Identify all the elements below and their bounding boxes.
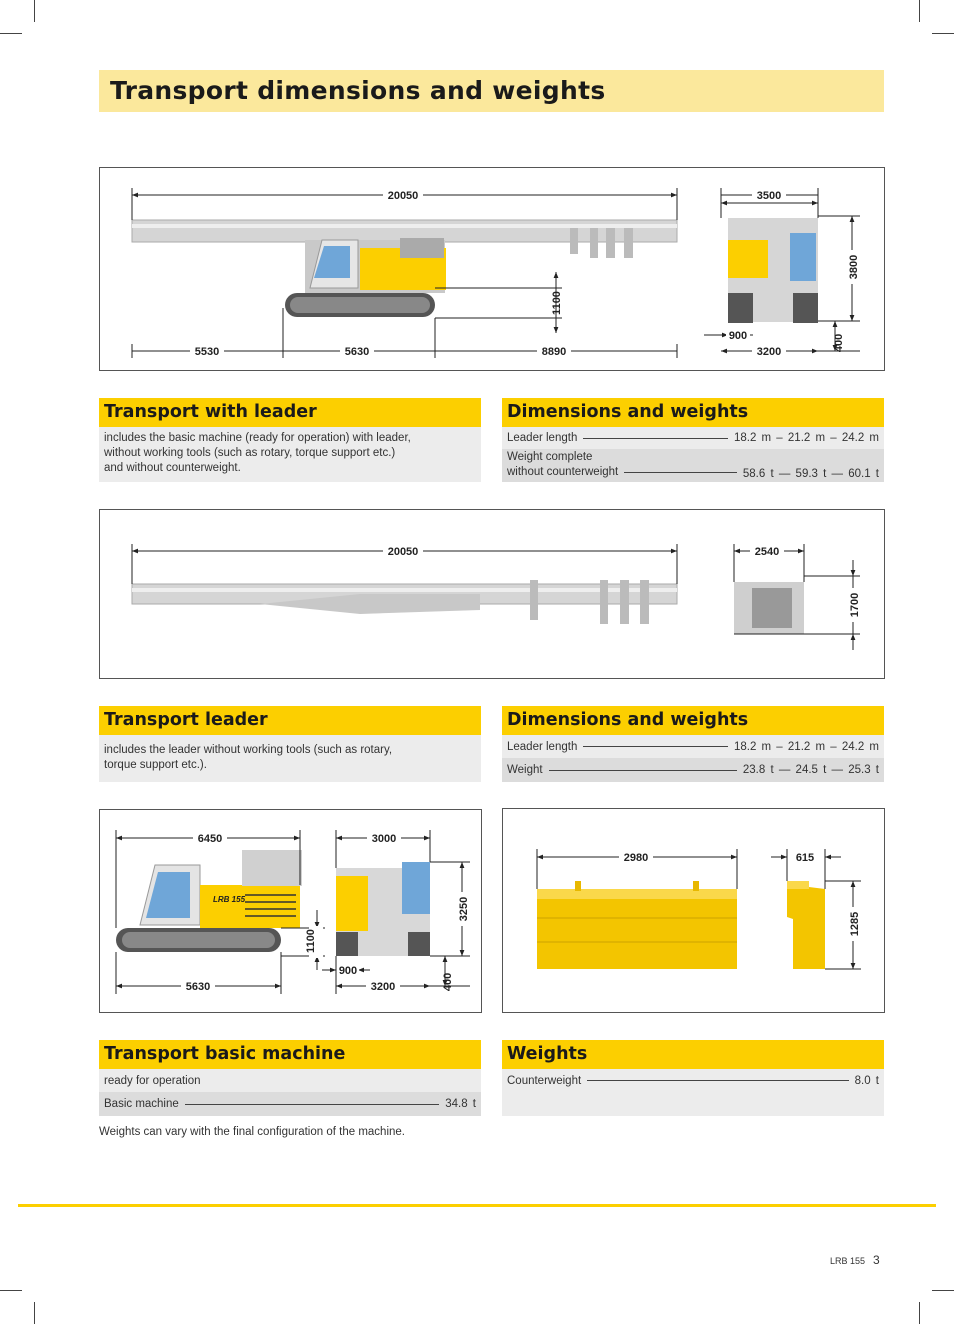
section-header-weights bbox=[502, 1040, 884, 1069]
page-number: 3 bbox=[873, 1253, 880, 1267]
section-title: Transport leader bbox=[104, 710, 268, 730]
row-value: 58.6 t — 59.3 t — 60.1 t bbox=[742, 468, 879, 480]
row-value: 18.2 m – 21.2 m – 24.2 m bbox=[733, 432, 879, 444]
section-header-dimensions-weights-1 bbox=[502, 398, 884, 427]
section-description: includes the leader without working tools (such as rotary, torque support etc.). bbox=[104, 744, 393, 771]
dim-1700: 1700 bbox=[849, 592, 861, 618]
dim-900: 900 bbox=[338, 965, 358, 977]
figure-counterweight bbox=[502, 808, 885, 1013]
row-label: Leader length bbox=[507, 432, 578, 444]
row-label: Counterweight bbox=[507, 1074, 582, 1087]
row-label: Basic machine bbox=[104, 1098, 179, 1110]
dim-3200: 3200 bbox=[756, 346, 782, 358]
section-header-transport-leader bbox=[99, 706, 481, 735]
section-body-weights bbox=[502, 1069, 884, 1116]
leader-line bbox=[624, 472, 737, 473]
dim-20050: 20050 bbox=[387, 190, 419, 202]
row-label: Weight complete without counterweight bbox=[507, 451, 619, 478]
dim-3250: 3250 bbox=[458, 896, 470, 922]
dim-5630: 5630 bbox=[185, 981, 211, 993]
dim-3800: 3800 bbox=[848, 254, 860, 280]
dim-20050: 20050 bbox=[387, 546, 419, 558]
section-title: Weights bbox=[507, 1044, 588, 1064]
basic-machine-drawing bbox=[100, 810, 483, 1014]
leader-line bbox=[549, 770, 737, 771]
dim-5530: 5530 bbox=[194, 346, 220, 358]
crop-mark bbox=[34, 0, 35, 22]
dim-5630: 5630 bbox=[344, 346, 370, 358]
section-header-dimensions-weights-2 bbox=[502, 706, 884, 735]
dim-900: 900 bbox=[728, 330, 748, 342]
dim-6450: 6450 bbox=[197, 833, 223, 845]
table-row-weight-complete bbox=[502, 449, 884, 482]
counterweight-drawing bbox=[503, 809, 886, 1014]
crop-mark bbox=[919, 1302, 920, 1324]
leader-line bbox=[587, 1080, 848, 1081]
page-title: Transport dimensions and weights bbox=[110, 76, 606, 105]
dimensions-table-1 bbox=[502, 427, 884, 482]
row-value: 8.0 t bbox=[854, 1074, 879, 1087]
footer-model: LRB 155 bbox=[830, 1256, 866, 1266]
page-footer bbox=[830, 1253, 880, 1267]
leader-line bbox=[185, 1104, 439, 1105]
weights-note: Weights can vary with the final configuration of the machine. bbox=[99, 1126, 405, 1138]
dim-400: 400 bbox=[442, 972, 454, 992]
dim-1100: 1100 bbox=[305, 929, 317, 953]
machine-badge: LRB 155 bbox=[213, 895, 246, 904]
dim-400: 400 bbox=[833, 333, 845, 353]
section-body-transport-with-leader bbox=[99, 427, 481, 482]
row-value: 23.8 t — 24.5 t — 25.3 t bbox=[742, 764, 879, 776]
dimensions-table-2 bbox=[502, 735, 884, 782]
section-title: Dimensions and weights bbox=[507, 710, 749, 730]
figure-transport-leader bbox=[99, 509, 885, 679]
section-title: Transport with leader bbox=[104, 402, 317, 422]
section-body-transport-basic-machine bbox=[99, 1069, 481, 1116]
machine-with-leader-drawing bbox=[100, 168, 886, 372]
leader-line bbox=[583, 438, 728, 439]
section-subtitle: ready for operation bbox=[104, 1074, 201, 1087]
dim-2540: 2540 bbox=[754, 546, 780, 558]
dim-3500: 3500 bbox=[756, 190, 782, 202]
crop-mark bbox=[932, 33, 954, 34]
dim-1285: 1285 bbox=[849, 911, 861, 937]
table-row-basic-machine bbox=[99, 1092, 481, 1116]
section-title: Dimensions and weights bbox=[507, 402, 749, 422]
section-header-transport-with-leader bbox=[99, 398, 481, 427]
crop-mark bbox=[919, 0, 920, 22]
dim-615: 615 bbox=[795, 852, 815, 864]
row-value: 34.8 t bbox=[445, 1098, 476, 1110]
figure-basic-machine bbox=[99, 809, 482, 1013]
crop-mark bbox=[0, 1290, 22, 1291]
footer-rule bbox=[18, 1204, 936, 1207]
dim-8890: 8890 bbox=[541, 346, 567, 358]
crop-mark bbox=[932, 1290, 954, 1291]
section-body-transport-leader bbox=[99, 735, 481, 782]
figure-transport-with-leader bbox=[99, 167, 885, 371]
row-label: Leader length bbox=[507, 740, 578, 753]
dim-1100: 1100 bbox=[551, 291, 563, 315]
row-label: Weight bbox=[507, 764, 543, 776]
section-subtitle-row bbox=[99, 1069, 481, 1092]
row-value: 18.2 m – 21.2 m – 24.2 m bbox=[733, 740, 879, 753]
leader-drawing bbox=[100, 510, 886, 680]
page-title-bar bbox=[99, 70, 884, 112]
dim-3200: 3200 bbox=[370, 981, 396, 993]
crop-mark bbox=[0, 33, 22, 34]
crop-mark bbox=[34, 1302, 35, 1324]
dim-2980: 2980 bbox=[623, 852, 649, 864]
section-header-transport-basic-machine bbox=[99, 1040, 481, 1069]
table-row-counterweight bbox=[502, 1069, 884, 1092]
table-row-leader-length bbox=[502, 427, 884, 449]
table-row-leader-length bbox=[502, 735, 884, 758]
section-description: includes the basic machine (ready for operation) with leader, without working tools (such as rotary, torque support etc.) and without counterweight. bbox=[104, 432, 411, 474]
dim-3000: 3000 bbox=[371, 833, 397, 845]
section-title: Transport basic machine bbox=[104, 1044, 346, 1064]
leader-line bbox=[583, 746, 728, 747]
table-row-weight bbox=[502, 758, 884, 782]
